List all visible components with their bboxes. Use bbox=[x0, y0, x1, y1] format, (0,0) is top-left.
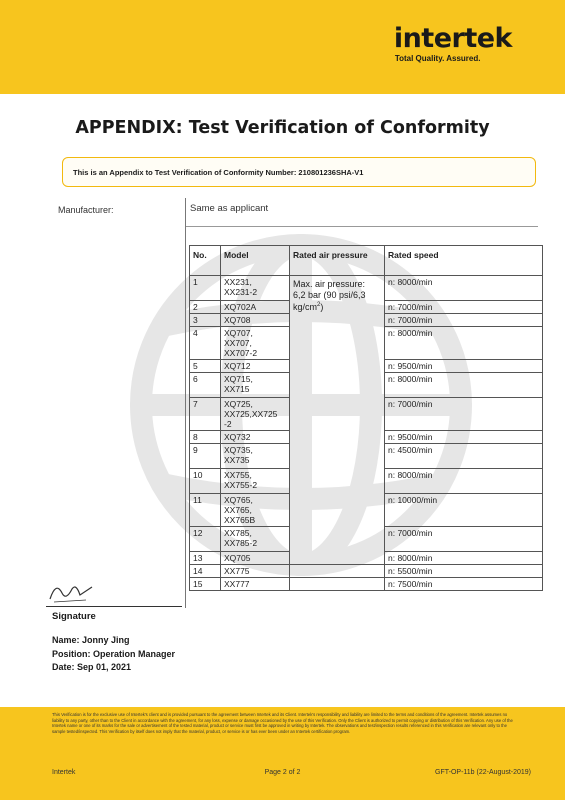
cell-model bbox=[221, 444, 290, 469]
model-line: XQ715, bbox=[224, 374, 253, 384]
table-row bbox=[190, 565, 543, 578]
model-line: XX785-2 bbox=[224, 538, 258, 548]
manufacturer-label: Manufacturer: bbox=[58, 205, 114, 215]
model-line: XX777 bbox=[224, 579, 250, 589]
header-rated-speed: Rated speed bbox=[385, 246, 543, 276]
cell-model bbox=[221, 373, 290, 398]
signature-scribble-icon bbox=[46, 575, 96, 605]
cell-air-pressure-empty bbox=[290, 578, 385, 591]
model-line: XX231, bbox=[224, 277, 252, 287]
cell-model bbox=[221, 276, 290, 301]
cell-no: 12 bbox=[190, 527, 221, 552]
model-line: XX707-2 bbox=[224, 348, 258, 358]
cell-model bbox=[221, 565, 290, 578]
cell-model bbox=[221, 552, 290, 565]
model-line: XX755-2 bbox=[224, 480, 258, 490]
cell-model bbox=[221, 398, 290, 431]
model-line: XX765, bbox=[224, 505, 252, 515]
model-line: XQ765, bbox=[224, 495, 253, 505]
column-divider bbox=[185, 198, 186, 608]
specs-table bbox=[189, 245, 543, 591]
model-line: XQ702A bbox=[224, 302, 257, 312]
air-pressure-unit: kg/cm bbox=[293, 302, 318, 312]
cell-model bbox=[221, 327, 290, 360]
cell-rated-speed: n: 9500/min bbox=[385, 431, 543, 444]
signatory-info bbox=[52, 634, 175, 675]
cell-rated-speed: n: 7000/min bbox=[385, 314, 543, 327]
table-row bbox=[190, 578, 543, 591]
manufacturer-value: Same as applicant bbox=[190, 203, 269, 214]
reference-text: This is an Appendix to Test Verification of Conformity Number: 210801236SHA-V1 bbox=[73, 168, 364, 177]
header-band bbox=[0, 0, 565, 94]
cell-no: 4 bbox=[190, 327, 221, 360]
cell-no: 14 bbox=[190, 565, 221, 578]
cell-no: 15 bbox=[190, 578, 221, 591]
cell-rated-speed: n: 10000/min bbox=[385, 494, 543, 527]
model-line: XQ708 bbox=[224, 315, 251, 325]
cell-rated-speed: n: 7000/min bbox=[385, 527, 543, 552]
cell-no: 2 bbox=[190, 301, 221, 314]
model-line: XQ735, bbox=[224, 445, 253, 455]
air-pressure-line: Max. air pressure: bbox=[293, 279, 366, 289]
cell-air-pressure-empty bbox=[290, 565, 385, 578]
model-line: XQ712 bbox=[224, 361, 251, 371]
cell-model bbox=[221, 301, 290, 314]
model-line: XX707, bbox=[224, 338, 252, 348]
cell-model bbox=[221, 314, 290, 327]
cell-model bbox=[221, 494, 290, 527]
signatory-position: Position: Operation Manager bbox=[52, 648, 176, 659]
footer-band bbox=[0, 707, 565, 800]
cell-air-pressure bbox=[290, 276, 385, 565]
model-line: XX231-2 bbox=[224, 287, 258, 297]
model-line: XX755, bbox=[224, 470, 252, 480]
page-number: Page 2 of 2 bbox=[264, 769, 301, 776]
cell-model bbox=[221, 527, 290, 552]
air-pressure-line: 6,2 bar (90 psi/6,3 bbox=[293, 289, 366, 300]
cell-rated-speed: n: 7000/min bbox=[385, 398, 543, 431]
model-line: XX785, bbox=[224, 528, 252, 538]
model-line: XQ705 bbox=[224, 553, 251, 563]
cell-rated-speed: n: 5500/min bbox=[385, 565, 543, 578]
table-header-row bbox=[190, 246, 543, 276]
model-line: XX735 bbox=[224, 455, 250, 465]
logo-wordmark: intertek bbox=[393, 23, 512, 54]
cell-model bbox=[221, 431, 290, 444]
model-line: XX765B bbox=[224, 515, 256, 525]
cell-no: 7 bbox=[190, 398, 221, 431]
cell-rated-speed: n: 8000/min bbox=[385, 327, 543, 360]
cell-no: 8 bbox=[190, 431, 221, 444]
cell-model bbox=[221, 578, 290, 591]
cell-no: 13 bbox=[190, 552, 221, 565]
table-row bbox=[190, 276, 543, 301]
air-pressure-superscript: 2 bbox=[317, 302, 321, 308]
form-code: GFT-OP-11b (22-August-2019) bbox=[435, 769, 531, 776]
model-line: XX725,XX725 bbox=[224, 409, 278, 419]
header-no: No. bbox=[190, 246, 221, 276]
signature-label: Signature bbox=[52, 611, 96, 622]
signature-date: Date: Sep 01, 2021 bbox=[52, 662, 132, 672]
footer-company: Intertek bbox=[52, 769, 76, 776]
cell-model bbox=[221, 469, 290, 494]
intertek-logo bbox=[394, 25, 512, 63]
reference-box bbox=[62, 157, 536, 187]
header-model: Model bbox=[221, 246, 290, 276]
cell-rated-speed: n: 7000/min bbox=[385, 301, 543, 314]
cell-no: 1 bbox=[190, 276, 221, 301]
model-line: XQ732 bbox=[224, 432, 251, 442]
disclaimer-text: This Verification is for the exclusive use of Intertek's client and is provided pursuant to the agreement between Intertek and its Client. Intertek's responsibility and liability are limited to the terms and conditions of the agreement. Intertek assumes no liability to any party, other than to the Client in accordance with the agreement, for any loss, expense or damage occasioned by the use of this Verification. Only the Client is authorized to permit copying or distribution of this Verification. Any use of the Intertek name or one of its marks for the sale or advertisement of the tested material, product or service must first be approved in writing by Intertek. The observations and test/inspection results referenced in this Verification are relevant only to the sample tested/inspected. This Verification by itself does not imply that the material, product, or service is or has ever been under an Intertek certification program. bbox=[52, 712, 513, 734]
cell-no: 3 bbox=[190, 314, 221, 327]
model-line: XQ707, bbox=[224, 328, 253, 338]
model-line: XX715 bbox=[224, 384, 250, 394]
cell-rated-speed: n: 4500/min bbox=[385, 444, 543, 469]
air-pressure-close: ) bbox=[320, 302, 324, 312]
cell-no: 6 bbox=[190, 373, 221, 398]
cell-no: 5 bbox=[190, 360, 221, 373]
cell-model bbox=[221, 360, 290, 373]
logo-tagline: Total Quality. Assured. bbox=[394, 54, 481, 63]
cell-rated-speed: n: 7500/min bbox=[385, 578, 543, 591]
table-body bbox=[190, 276, 543, 591]
header-air-pressure: Rated air pressure bbox=[290, 246, 385, 276]
cell-rated-speed: n: 9500/min bbox=[385, 360, 543, 373]
air-pressure-line bbox=[293, 300, 381, 313]
cell-rated-speed: n: 8000/min bbox=[385, 276, 543, 301]
divider bbox=[185, 226, 538, 227]
signature-line bbox=[46, 606, 182, 607]
model-line: XX775 bbox=[224, 566, 250, 576]
cell-rated-speed: n: 8000/min bbox=[385, 552, 543, 565]
cell-rated-speed: n: 8000/min bbox=[385, 373, 543, 398]
model-line: -2 bbox=[224, 419, 232, 429]
cell-no: 9 bbox=[190, 444, 221, 469]
cell-no: 10 bbox=[190, 469, 221, 494]
signatory-name: Name: Jonny Jing bbox=[52, 635, 130, 645]
cell-no: 11 bbox=[190, 494, 221, 527]
model-line: XQ725, bbox=[224, 399, 253, 409]
page-title: APPENDIX: Test Verification of Conformity bbox=[75, 118, 490, 138]
cell-rated-speed: n: 8000/min bbox=[385, 469, 543, 494]
